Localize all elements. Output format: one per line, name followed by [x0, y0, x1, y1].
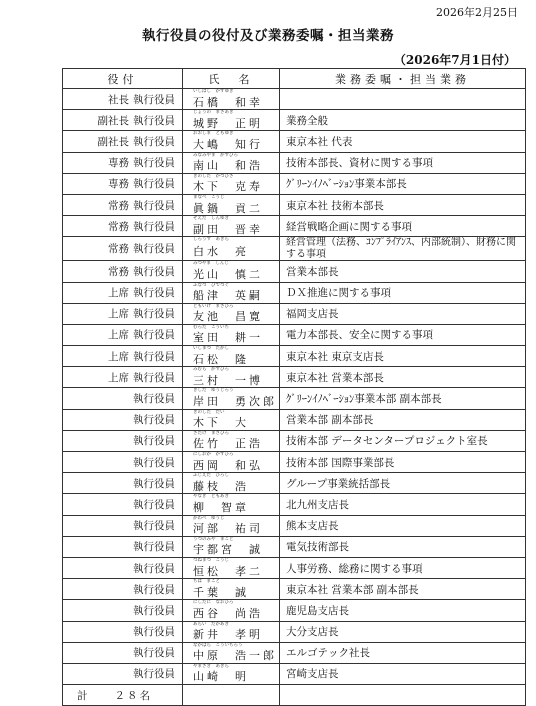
name-ruby: しろうず あきら: [193, 237, 229, 243]
role-label: 執行役員: [133, 583, 175, 596]
table-row: [63, 642, 526, 663]
duty-cell: 営業本部 副本部長: [280, 409, 526, 430]
name-cell: [183, 621, 280, 642]
role-label: 執行役員: [133, 157, 175, 170]
duty-cell: 経営戦略企画に関する事項: [280, 216, 526, 237]
name-ruby: みつやま しんじ: [193, 261, 229, 267]
officer-name: 河部 祐司: [193, 522, 263, 536]
name-ruby: おおしま ともゆき: [193, 131, 234, 137]
duty-cell: 電力本部長、安全に関する事項: [280, 324, 526, 345]
position-cell: [63, 600, 183, 621]
position-cell: [63, 536, 183, 557]
rank-label: 専務: [108, 178, 129, 191]
position-cell: [63, 430, 183, 451]
position-cell: [63, 303, 183, 324]
table-row: [63, 579, 526, 600]
table-row: [63, 494, 526, 515]
officer-name: 室田 耕一: [193, 331, 263, 345]
rank-label: 副社長: [97, 135, 129, 148]
name-cell: [183, 536, 280, 557]
position-cell: [63, 173, 183, 194]
role-label: 執行役員: [133, 265, 175, 278]
name-ruby: あらい たかあき: [193, 621, 229, 627]
officer-name: 船津 英嗣: [193, 289, 263, 303]
officer-name: 柳 智章: [193, 500, 249, 514]
role-label: 執行役員: [133, 541, 175, 554]
name-ruby: むろた こういち: [193, 324, 229, 330]
table-row: [63, 282, 526, 303]
table-row: [63, 621, 526, 642]
position-cell: [63, 579, 183, 600]
table-row: [63, 131, 526, 152]
officer-name: 大嶋 知行: [193, 137, 263, 151]
position-cell: [63, 346, 183, 367]
duty-cell: 人事労務、総務に関する事項: [280, 557, 526, 578]
table-row: [63, 194, 526, 215]
name-ruby: なかはら こういちろう: [193, 642, 243, 648]
effective-date: （2026年7月1日付）: [393, 53, 516, 67]
officer-name: 恒松 孝二: [193, 564, 263, 578]
role-label: 執行役員: [133, 114, 175, 127]
position-cell: [63, 367, 183, 388]
duty-cell: 東京本社 技術本部長: [280, 194, 526, 215]
role-label: 執行役員: [133, 562, 175, 575]
role-label: 執行役員: [133, 243, 175, 256]
role-label: 執行役員: [133, 477, 175, 490]
table-row: [63, 303, 526, 324]
table-row: [63, 324, 526, 345]
rank-label: 社長: [108, 93, 129, 106]
name-cell: [183, 282, 280, 303]
duty-cell: グループ事業統括部長: [280, 473, 526, 494]
role-label: 執行役員: [133, 520, 175, 533]
role-label: 執行役員: [133, 668, 175, 681]
duty-cell: 営業本部長: [280, 261, 526, 282]
duty-cell: 技術本部長、資材に関する事項: [280, 152, 526, 173]
table-header-row: [63, 69, 526, 89]
name-ruby: いしばし かずゆき: [193, 89, 234, 94]
duty-cell: 業務全般: [280, 110, 526, 131]
rank-label: 常務: [108, 199, 129, 212]
name-cell: [183, 430, 280, 451]
role-label: 執行役員: [133, 414, 175, 427]
table-row: [63, 173, 526, 194]
name-ruby: きのした だい: [193, 409, 225, 415]
officer-name: 白水 亮: [193, 245, 249, 259]
role-label: 執行役員: [133, 647, 175, 660]
position-cell: [63, 237, 183, 261]
duty-cell: 経営管理（法務、ｺﾝﾌﾟﾗｲｱﾝｽ、内部統制）、財務に関する事項: [280, 237, 526, 261]
name-cell: [183, 152, 280, 173]
name-ruby: まなべ こうじ: [193, 194, 225, 200]
duty-cell: ＤＸ推進に関する事項: [280, 282, 526, 303]
name-cell: [183, 89, 280, 110]
table-row: [63, 663, 526, 684]
name-ruby: いしまつ たかし: [193, 346, 229, 352]
rank-label: 常務: [108, 265, 129, 278]
total-row: [63, 685, 526, 706]
officer-name: 眞鍋 貢二: [193, 201, 263, 215]
table-row: [63, 409, 526, 430]
rank-label: 専務: [108, 157, 129, 170]
name-ruby: みむら かずひろ: [193, 367, 229, 373]
name-cell: [183, 173, 280, 194]
name-cell: [183, 515, 280, 536]
duty-cell: 東京本社 営業本部 副本部長: [280, 579, 526, 600]
table-row: [63, 216, 526, 237]
officer-name: 三村 一博: [193, 373, 263, 387]
table-row: [63, 346, 526, 367]
name-ruby: かわべ ゆうじ: [193, 515, 225, 521]
rank-label: 副社長: [97, 114, 129, 127]
position-cell: [63, 515, 183, 536]
officer-name: 石松 隆: [193, 352, 249, 366]
officer-name: 中原 浩一郎: [193, 649, 277, 663]
position-cell: [63, 261, 183, 282]
duty-cell: [280, 89, 526, 110]
document-date: 2026年2月25日: [436, 6, 518, 19]
position-cell: [63, 216, 183, 237]
officer-name: 西谷 尚浩: [193, 606, 263, 620]
total-empty-name: [183, 685, 280, 706]
officer-name: 石橋 和幸: [193, 95, 263, 109]
name-cell: [183, 663, 280, 684]
role-label: 執行役員: [133, 435, 175, 448]
role-label: 執行役員: [133, 626, 175, 639]
position-cell: [63, 642, 183, 663]
duty-cell: 熊本支店長: [280, 515, 526, 536]
total-count: 計 ２８名: [63, 685, 183, 706]
name-ruby: ふなつ ひでつぐ: [193, 282, 229, 288]
role-label: 執行役員: [133, 199, 175, 212]
name-ruby: うつのみや まこと: [193, 536, 234, 542]
name-ruby: きしだ ゆうじろう: [193, 388, 234, 394]
duty-cell: ｸﾞﾘｰﾝｲﾉﾍﾞｰｼｮﾝ事業本部 副本部長: [280, 388, 526, 409]
rank-label: 常務: [108, 220, 129, 233]
position-cell: [63, 621, 183, 642]
name-ruby: きのした かつひさ: [193, 173, 234, 179]
duty-cell: 電気技術部長: [280, 536, 526, 557]
position-cell: [63, 473, 183, 494]
rank-label: 上席: [108, 329, 129, 342]
duty-cell: 北九州支店長: [280, 494, 526, 515]
role-label: 執行役員: [133, 178, 175, 191]
rank-label: 上席: [108, 308, 129, 321]
position-cell: [63, 388, 183, 409]
table-row: [63, 557, 526, 578]
officer-name: 千葉 誠: [193, 585, 249, 599]
name-ruby: やまさき あきら: [193, 663, 229, 669]
duty-cell: 技術本部 データセンタープロジェクト室長: [280, 430, 526, 451]
name-cell: [183, 131, 280, 152]
header-position: 役付: [63, 69, 183, 89]
table-row: [63, 261, 526, 282]
name-cell: [183, 303, 280, 324]
position-cell: [63, 557, 183, 578]
name-ruby: つねまつ こうじ: [193, 557, 229, 563]
position-cell: [63, 452, 183, 473]
name-cell: [183, 473, 280, 494]
officer-name: 宇都宮 誠: [193, 543, 263, 557]
header-name: 氏 名: [183, 69, 280, 89]
officer-name: 城野 正明: [193, 116, 263, 130]
officer-name: 木下 大: [193, 416, 249, 430]
table-row: [63, 473, 526, 494]
duty-cell: 東京本社 東京支店長: [280, 346, 526, 367]
name-ruby: ちば まこと: [193, 579, 220, 585]
duty-cell: ｸﾞﾘｰﾝｲﾉﾍﾞｰｼｮﾝ事業本部長: [280, 173, 526, 194]
name-ruby: にしたに なおひろ: [193, 600, 234, 606]
officer-name: 光山 慎二: [193, 267, 263, 281]
table-row: [63, 152, 526, 173]
table-row: [63, 367, 526, 388]
table-row: [63, 515, 526, 536]
duty-cell: 東京本社 代表: [280, 131, 526, 152]
officer-name: 新井 孝明: [193, 628, 263, 642]
position-cell: [63, 131, 183, 152]
name-cell: [183, 642, 280, 663]
table-row: [63, 110, 526, 131]
officers-table: [62, 68, 526, 706]
name-ruby: ともいけ まさひろ: [193, 303, 234, 309]
header-duties: 業務委嘱・担当業務: [280, 69, 526, 89]
name-cell: [183, 324, 280, 345]
name-cell: [183, 452, 280, 473]
duty-cell: 大分支店長: [280, 621, 526, 642]
role-label: 執行役員: [133, 135, 175, 148]
name-ruby: にしおか かずひろ: [193, 452, 234, 457]
name-cell: [183, 409, 280, 430]
role-label: 執行役員: [133, 371, 175, 384]
officer-name: 岸田 勇次郎: [193, 395, 277, 409]
role-label: 執行役員: [133, 93, 175, 106]
total-empty-duty: [280, 685, 526, 706]
officer-name: 西岡 和弘: [193, 458, 263, 472]
name-cell: [183, 367, 280, 388]
role-label: 執行役員: [133, 287, 175, 300]
table-row: [63, 452, 526, 473]
name-cell: [183, 600, 280, 621]
role-label: 執行役員: [133, 498, 175, 511]
document-title: 執行役員の役付及び業務委嘱・担当業務: [142, 28, 394, 44]
officer-name: 副田 晋幸: [193, 222, 263, 236]
role-label: 執行役員: [133, 350, 175, 363]
name-cell: [183, 579, 280, 600]
position-cell: [63, 494, 183, 515]
name-ruby: さたけ まさひろ: [193, 430, 229, 436]
duty-cell: 東京本社 営業本部長: [280, 367, 526, 388]
table-row: [63, 536, 526, 557]
duty-cell: 技術本部 国際事業部長: [280, 452, 526, 473]
position-cell: [63, 110, 183, 131]
table-row: [63, 600, 526, 621]
position-cell: [63, 663, 183, 684]
name-cell: [183, 237, 280, 261]
officer-name: 友池 昌寛: [193, 310, 263, 324]
role-label: 執行役員: [133, 329, 175, 342]
duty-cell: 鹿児島支店長: [280, 600, 526, 621]
officer-name: 木下 克寿: [193, 180, 263, 194]
role-label: 執行役員: [133, 220, 175, 233]
rank-label: 上席: [108, 287, 129, 300]
duty-cell: 宮崎支店長: [280, 663, 526, 684]
table-row: [63, 430, 526, 451]
name-cell: [183, 194, 280, 215]
officer-name: 藤枝 浩: [193, 479, 249, 493]
officer-name: 山崎 明: [193, 670, 249, 684]
position-cell: [63, 409, 183, 430]
name-ruby: みなみやま かずひろ: [193, 152, 238, 158]
name-cell: [183, 261, 280, 282]
name-cell: [183, 494, 280, 515]
officer-name: 南山 和浩: [193, 159, 263, 173]
name-cell: [183, 110, 280, 131]
name-cell: [183, 557, 280, 578]
position-cell: [63, 282, 183, 303]
name-ruby: じょうの まさあき: [193, 110, 234, 116]
role-label: 執行役員: [133, 393, 175, 406]
name-ruby: そえだ しんゆき: [193, 216, 229, 222]
role-label: 執行役員: [133, 456, 175, 469]
table-row: [63, 388, 526, 409]
position-cell: [63, 152, 183, 173]
name-ruby: やなぎ ともあき: [193, 494, 229, 500]
duty-cell: エルゴテック社長: [280, 642, 526, 663]
role-label: 執行役員: [133, 308, 175, 321]
table-row: [63, 89, 526, 110]
duty-cell: 福岡支店長: [280, 303, 526, 324]
position-cell: [63, 194, 183, 215]
rank-label: 常務: [108, 243, 129, 256]
position-cell: [63, 324, 183, 345]
name-cell: [183, 216, 280, 237]
position-cell: [63, 89, 183, 110]
role-label: 執行役員: [133, 604, 175, 617]
name-ruby: ふじえだ ひろし: [193, 473, 229, 479]
table-row: [63, 237, 526, 261]
name-cell: [183, 346, 280, 367]
rank-label: 上席: [108, 350, 129, 363]
officer-name: 佐竹 正浩: [193, 437, 263, 451]
name-cell: [183, 388, 280, 409]
rank-label: 上席: [108, 371, 129, 384]
